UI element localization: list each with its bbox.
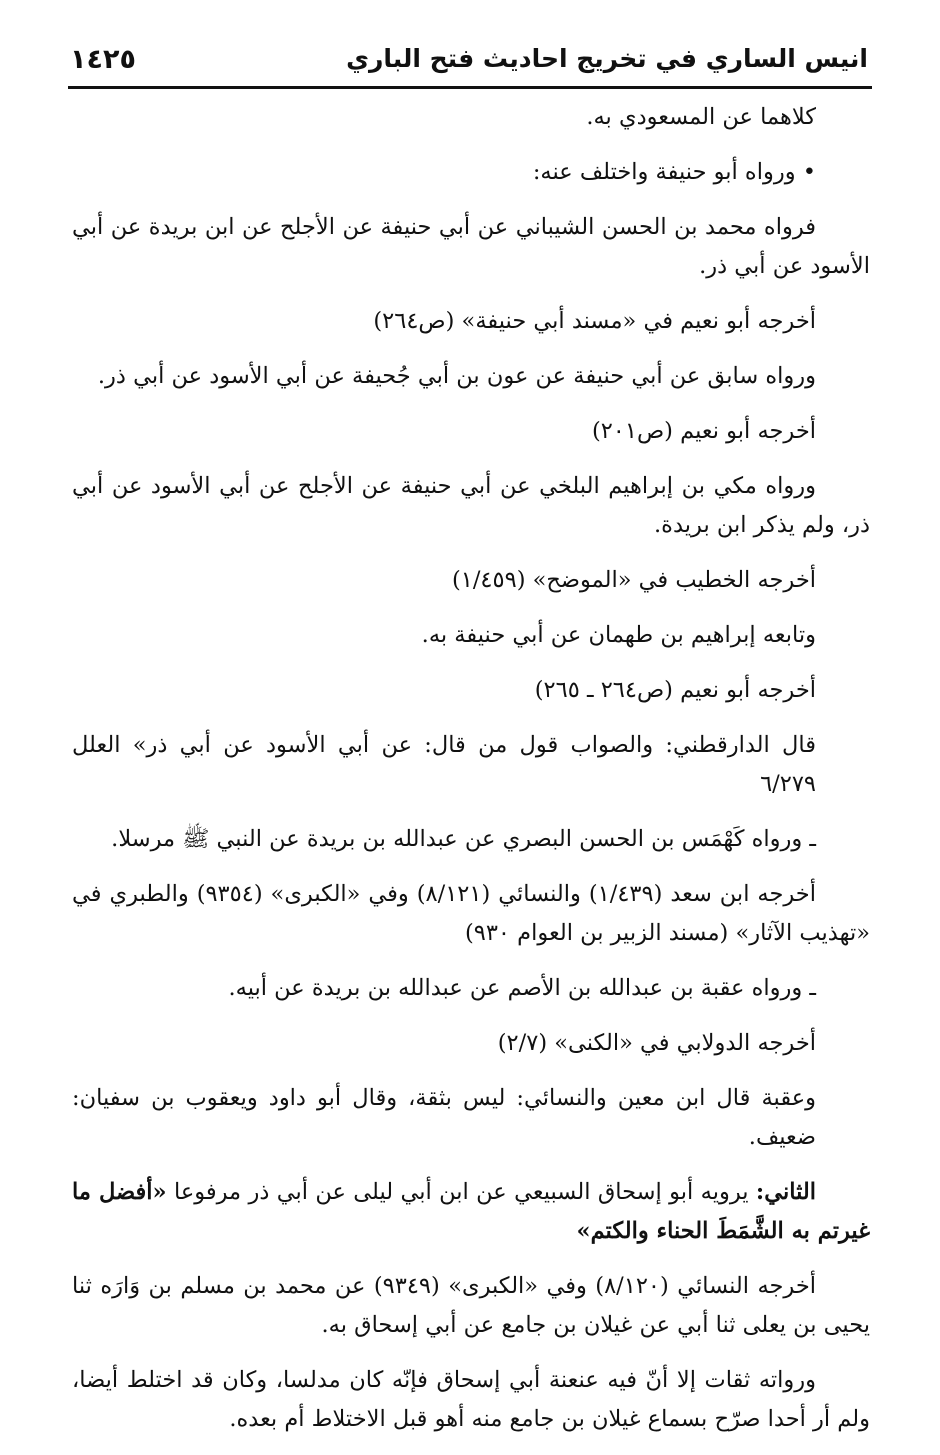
paragraph: أخرجه الدولابي في «الكنى» (٢/٧) bbox=[497, 1030, 816, 1056]
page-body bbox=[72, 98, 870, 1455]
running-title: انيس الساري في تخريج احاديث فتح الباري bbox=[346, 44, 868, 73]
paragraph bbox=[72, 1173, 870, 1251]
paragraph: ورواته ثقات إلا أنّ فيه عنعنة أبي إسحاق فإنّه كان مدلسا، وكان قد اختلط أيضا، ولم أر أحدا صرّح بسماع غيلان بن جامع منه أهو قبل الاختلاط أم بعده. bbox=[72, 1367, 870, 1432]
paragraph-text: يرويه أبو إسحاق السبيعي عن ابن أبي ليلى عن أبي ذر مرفوعا bbox=[166, 1179, 756, 1205]
section-lead-label: الثاني: bbox=[755, 1179, 816, 1205]
paragraph: ورواه سابق عن أبي حنيفة عن عون بن أبي جُحيفة عن أبي الأسود عن أبي ذر. bbox=[97, 363, 816, 389]
paragraph: أخرجه أبو نعيم (ص٢٦٤ ـ ٢٦٥) bbox=[534, 677, 816, 703]
page-number: ١٤٢٥ bbox=[70, 44, 136, 75]
paragraph: ورواه مكي بن إبراهيم البلخي عن أبي حنيفة عن الأجلح عن أبي الأسود عن أبي ذر، ولم يذكر ابن بريدة. bbox=[72, 473, 870, 538]
paragraph: فرواه محمد بن الحسن الشيباني عن أبي حنيفة عن الأجلح عن ابن بريدة عن أبي الأسود عن أبي ذر. bbox=[72, 214, 870, 279]
paragraph: قال الدارقطني: والصواب قول من قال: عن أبي الأسود عن أبي ذر» العلل ٦/٢٧٩ bbox=[72, 732, 816, 797]
hadith-quote: «أفضل ما غيرتم به الشَّمَطَ الحناء والكتم» bbox=[72, 1179, 870, 1244]
paragraph: وتابعه إبراهيم بن طهمان عن أبي حنيفة به. bbox=[421, 622, 816, 648]
page-header bbox=[68, 38, 868, 82]
paragraph: • ورواه أبو حنيفة واختلف عنه: bbox=[532, 159, 816, 185]
paragraph: أخرجه ابن سعد (١/٤٣٩) والنسائي (٨/١٢١) وفي «الكبرى» (٩٣٥٤) والطبري في «تهذيب الآثار» (مسند الزبير بن العوام ٩٣٠) bbox=[72, 881, 870, 946]
paragraph: أخرجه النسائي (٨/١٢٠) وفي «الكبرى» (٩٣٤٩) عن محمد بن مسلم بن وَارَه ثنا يحيى بن يعلى ثنا أبي عن غيلان بن جامع عن أبي إسحاق به. bbox=[72, 1273, 870, 1338]
paragraph: ـ ورواه عقبة بن عبدالله بن الأصم عن عبدالله بن بريدة عن أبيه. bbox=[228, 975, 816, 1001]
paragraph: أخرجه الخطيب في «الموضح» (١/٤٥٩) bbox=[451, 567, 816, 593]
header-divider bbox=[68, 86, 872, 89]
paragraph: ـ ورواه كَهْمَس بن الحسن البصري عن عبدالله بن بريدة عن النبي ﷺ مرسلا. bbox=[111, 826, 816, 852]
paragraph: وعقبة قال ابن معين والنسائي: ليس بثقة، وقال أبو داود ويعقوب بن سفيان: ضعيف. bbox=[72, 1085, 816, 1150]
paragraph: أخرجه أبو نعيم في «مسند أبي حنيفة» (ص٢٦٤) bbox=[373, 308, 816, 334]
paragraph: كلاهما عن المسعودي به. bbox=[586, 104, 816, 130]
paragraph: أخرجه أبو نعيم (ص٢٠١) bbox=[591, 418, 816, 444]
